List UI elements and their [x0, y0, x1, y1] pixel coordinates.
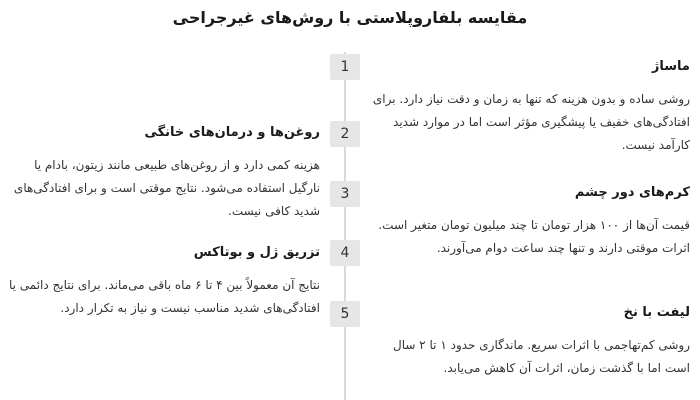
item-title: روغن‌ها و درمان‌های خانگی [144, 125, 320, 140]
item-title: لیفت با نخ [623, 305, 690, 320]
step-number-2: 2 [330, 121, 360, 147]
step-number-3: 3 [330, 181, 360, 207]
timeline-line [344, 52, 346, 400]
step-number-4: 4 [330, 240, 360, 266]
step-number-5: 5 [330, 301, 360, 327]
page-title: مقایسه بلفاروپلاستی با روش‌های غیرجراحی [172, 8, 528, 27]
item-title: ماساژ [651, 59, 690, 74]
item-description: هزینه کمی دارد و از روغن‌های طبیعی مانند زیتون، بادام یا نارگیل استفاده می‌شود. نتایج موقتی است و برای افتادگی‌های شدید کافی نیست. [13, 158, 320, 218]
item-title: کرم‌های دور چشم [574, 185, 690, 200]
item-description: نتایج آن معمولاً بین ۴ تا ۶ ماه باقی می‌ماند. برای نتایج دائمی یا افتادگی‌های شدید مناسب نیست و نیاز به تکرار دارد. [8, 278, 320, 315]
item-description: روشی ساده و بدون هزینه که تنها به زمان و دقت نیاز دارد. برای افتادگی‌های خفیف یا پیشگیری مؤثر است اما در موارد شدید کارآمد نیست. [372, 92, 690, 152]
item-title: تزریق ژل و بوتاکس [193, 245, 320, 260]
item-description: روشی کم‌تهاجمی با اثرات سریع. ماندگاری حدود ۱ تا ۲ سال است اما با گذشت زمان، اثرات آن کاهش می‌یابد. [393, 338, 690, 375]
step-number-1: 1 [330, 54, 360, 80]
timeline-item-thread-lift [370, 304, 690, 380]
timeline-item-oils [8, 124, 320, 223]
timeline-item-massage [370, 58, 690, 157]
timeline-item-injections [8, 244, 320, 320]
item-description: قیمت آن‌ها از ۱۰۰ هزار تومان تا چند میلیون تومان متغیر است. اثرات موقتی دارند و تنها چند ساعت دوام می‌آورند. [378, 218, 690, 255]
timeline-item-eye-creams [370, 184, 690, 260]
